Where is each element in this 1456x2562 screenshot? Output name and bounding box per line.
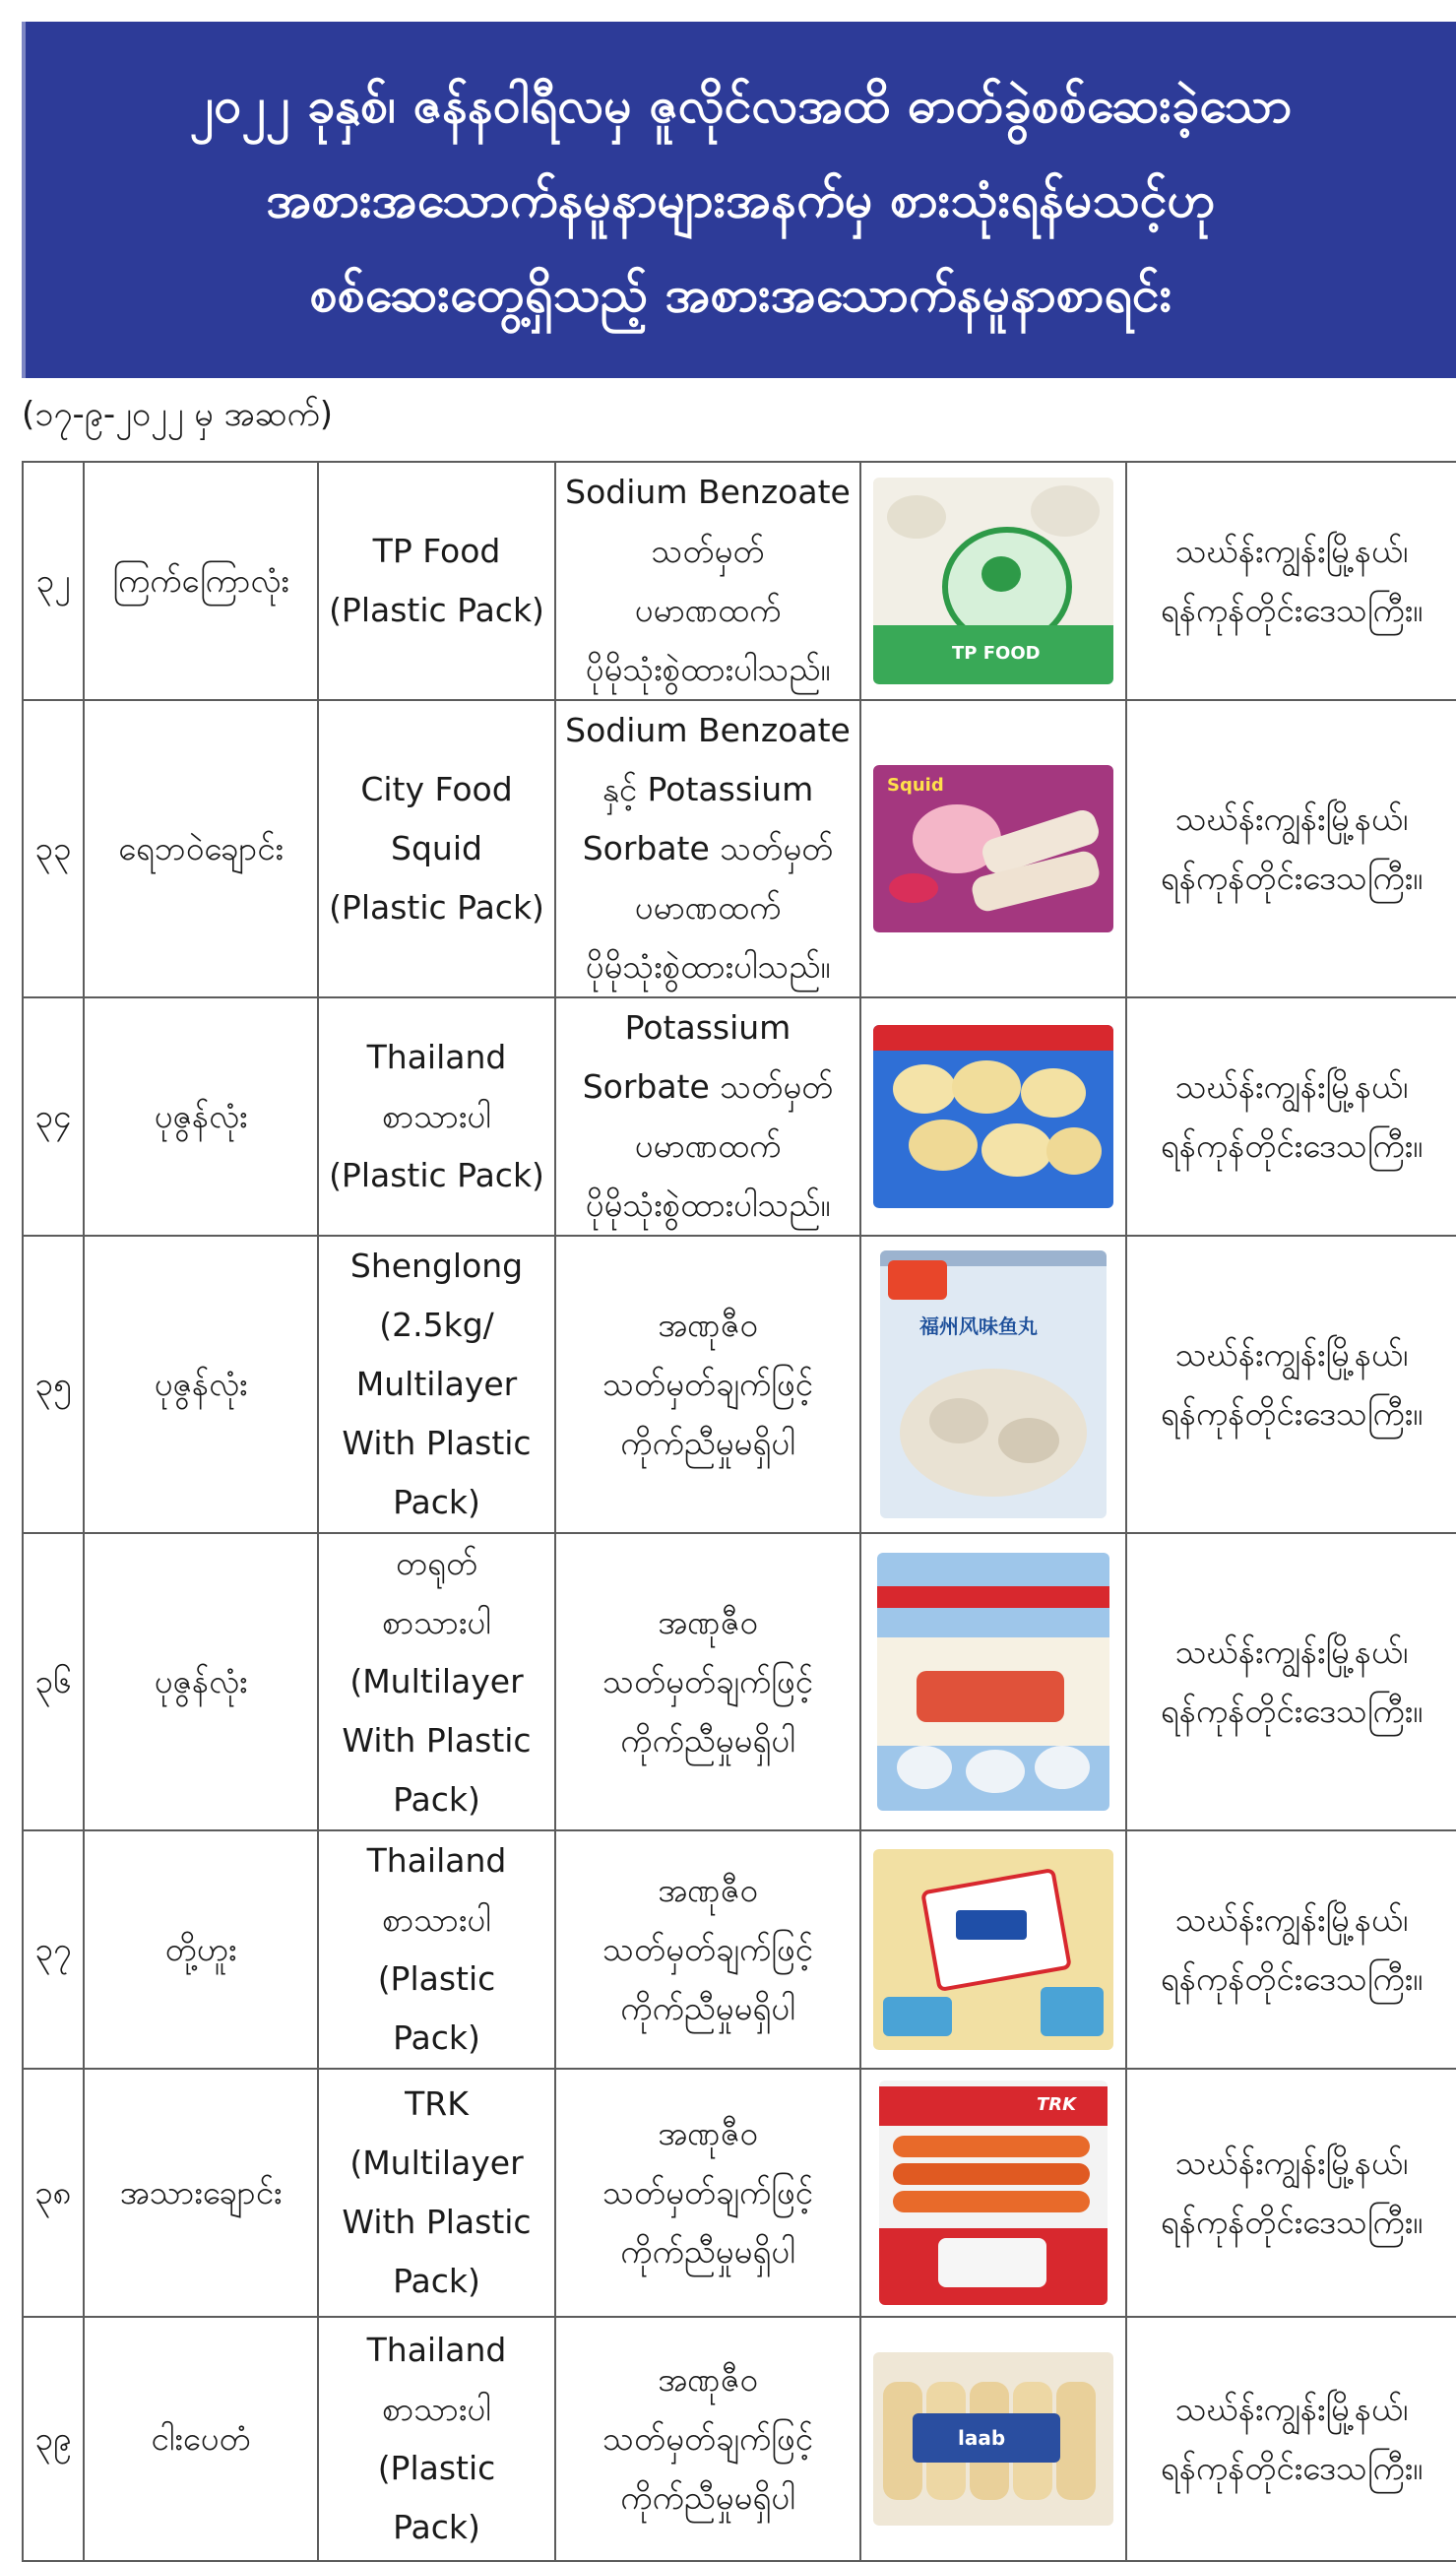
- food-name: ငါးပေတံ: [84, 2317, 318, 2561]
- food-name: ကြက်ကြောလုံး: [84, 462, 318, 700]
- office-cell: [1126, 700, 1456, 997]
- brand-cell: [318, 1533, 555, 1830]
- product-photo-cell: [860, 1533, 1126, 1830]
- office-cell: [1126, 997, 1456, 1236]
- tp-food-label: TP FOOD: [952, 643, 1041, 664]
- food-name: တို့ဟူး: [84, 1830, 318, 2069]
- squid-label: Squid: [887, 775, 944, 796]
- food-name: ပုဇွန်လုံး: [84, 1533, 318, 1830]
- brand-line: Thailand: [366, 1841, 507, 1880]
- result-line: ပမာဏထက်: [634, 591, 782, 629]
- result-line: အဏုဇီဝ: [658, 1306, 758, 1344]
- brand-line: With Plastic: [342, 1424, 532, 1462]
- product-photo-cell: [860, 700, 1126, 997]
- brand-line: Pack): [393, 2508, 480, 2546]
- row-number: ၃၈: [23, 2069, 84, 2317]
- brand-line: TRK: [405, 2084, 469, 2123]
- row-number: ၃၇: [23, 1830, 84, 2069]
- test-result-cell: [555, 462, 860, 700]
- brand-line: Pack): [393, 2262, 480, 2300]
- result-line: ကိုက်ညီမှုမရှိပါ: [620, 1424, 795, 1462]
- office-line: သဃ်န်းကျွန်းမြို့နယ်၊: [1174, 532, 1409, 570]
- brand-line: တရုတ်: [395, 1544, 478, 1582]
- result-line: သတ်မှတ်: [651, 532, 765, 570]
- brand-line: Pack): [393, 1483, 480, 1521]
- header-title-line-1: ၂၀၂၂ ခုနှစ်၊ ဇန်နဝါရီလမှ ဇူလိုင်လအထိ ဓာတ်ခွဲစစ်ဆေးခဲ့သော: [189, 77, 1293, 134]
- product-photo-cell: [860, 2317, 1126, 2561]
- table-row: [23, 2069, 1456, 2317]
- header-banner: [22, 22, 1456, 378]
- table-row: [23, 700, 1456, 997]
- office-line: ရန်ကုန်တိုင်းဒေသကြီး။: [1160, 1126, 1424, 1165]
- result-line: အဏုဇီဝ: [658, 1871, 758, 1909]
- test-result-cell: [555, 1236, 860, 1533]
- table-row: [23, 1830, 1456, 2069]
- result-line: Sodium Benzoate: [565, 711, 851, 749]
- result-line: ကိုက်ညီမှုမရှိပါ: [620, 1989, 795, 2027]
- header-title-line-2: အစားအသောက်နမူနာများအနက်မှ စားသုံးရန်မသင့်ဟု: [266, 171, 1216, 228]
- brand-line: (Plastic Pack): [329, 1156, 544, 1194]
- row-number: ၃၅: [23, 1236, 84, 1533]
- row-number: ၃၉: [23, 2317, 84, 2561]
- product-photo-cell: [860, 1830, 1126, 2069]
- brand-line: (Plastic Pack): [329, 888, 544, 927]
- result-line: သတ်မှတ်ချက်ဖြင့်: [602, 1365, 813, 1403]
- office-line: သဃ်န်းကျွန်းမြို့နယ်၊: [1174, 1335, 1409, 1374]
- result-line: နှင့် Potassium: [601, 770, 814, 808]
- brand-line: (Multilayer: [349, 2144, 524, 2182]
- brand-line: City Food: [360, 770, 513, 808]
- brand-line: Multilayer: [355, 1365, 518, 1403]
- office-line: ရန်ကုန်တိုင်းဒေသကြီး။: [1160, 2449, 1424, 2487]
- brand-line: (Plastic Pack): [329, 591, 544, 629]
- thailand-shrimp-ball-pack-photo: [873, 1025, 1113, 1208]
- row-number: ၃၃: [23, 700, 84, 997]
- office-line: သဃ်န်းကျွန်းမြို့နယ်၊: [1174, 800, 1409, 838]
- result-line: သတ်မှတ်ချက်ဖြင့်: [602, 2419, 813, 2458]
- table-row: [23, 1533, 1456, 1830]
- result-line: Sorbate သတ်မှတ်: [582, 1067, 834, 1106]
- product-photo-cell: [860, 997, 1126, 1236]
- office-line: သဃ်န်းကျွန်းမြို့နယ်၊: [1174, 2390, 1409, 2428]
- result-line: Sodium Benzoate: [565, 473, 851, 511]
- row-number: ၃၂: [23, 462, 84, 700]
- brand-line: စာသားပါ: [382, 1603, 491, 1641]
- brand-line: (2.5kg/: [379, 1306, 494, 1344]
- result-line: ကိုက်ညီမှုမရှိပါ: [620, 2478, 795, 2517]
- table-row: [23, 462, 1456, 700]
- row-number: ၃၄: [23, 997, 84, 1236]
- brand-line: Thailand: [366, 1038, 507, 1076]
- result-line: အဏုဇီဝ: [658, 2360, 758, 2399]
- office-line: ရန်ကုန်တိုင်းဒေသကြီး။: [1160, 1394, 1424, 1433]
- brand-line: With Plastic: [342, 2203, 532, 2241]
- brand-line: Pack): [393, 1780, 480, 1819]
- table-row: [23, 997, 1456, 1236]
- shenglong-label: 福州风味鱼丸: [919, 1314, 1038, 1338]
- table-row: [23, 2317, 1456, 2561]
- thailand-fish-stick-pack-photo: [873, 2352, 1113, 2526]
- product-photo-cell: [860, 2069, 1126, 2317]
- row-number: ၃၆: [23, 1533, 84, 1830]
- result-line: သတ်မှတ်ချက်ဖြင့်: [602, 1930, 813, 1968]
- result-line: Sorbate သတ်မှတ်: [582, 829, 834, 867]
- office-line: ရန်ကုန်တိုင်းဒေသကြီး။: [1160, 1692, 1424, 1730]
- office-line: ရန်ကုန်တိုင်းဒေသကြီး။: [1160, 591, 1424, 629]
- trk-sausage-pack-photo: [879, 2081, 1108, 2305]
- brand-line: စာသားပါ: [382, 1097, 491, 1135]
- office-line: သဃ်န်းကျွန်းမြို့နယ်၊: [1174, 1900, 1409, 1939]
- test-result-cell: [555, 700, 860, 997]
- office-line: သဃ်န်းကျွန်းမြို့နယ်၊: [1174, 1633, 1409, 1671]
- brand-cell: [318, 1830, 555, 2069]
- brand-line: (Plastic: [377, 1959, 496, 1998]
- product-photo-cell: [860, 1236, 1126, 1533]
- result-line: Potassium: [624, 1008, 791, 1047]
- shenglong-shrimp-ball-pack-photo: [880, 1250, 1107, 1518]
- brand-cell: [318, 700, 555, 997]
- brand-line: (Plastic: [377, 2449, 496, 2487]
- office-cell: [1126, 1236, 1456, 1533]
- trk-label: TRK: [1037, 2094, 1077, 2115]
- office-cell: [1126, 462, 1456, 700]
- test-result-cell: [555, 997, 860, 1236]
- brand-cell: [318, 1236, 555, 1533]
- office-line: ရန်ကုန်တိုင်းဒေသကြီး။: [1160, 2203, 1424, 2241]
- result-line: အဏုဇီဝ: [658, 1603, 758, 1641]
- brand-cell: [318, 2317, 555, 2561]
- result-line: ကိုက်ညီမှုမရှိပါ: [620, 2232, 795, 2271]
- result-line: သတ်မှတ်ချက်ဖြင့်: [602, 2173, 813, 2211]
- test-result-cell: [555, 1533, 860, 1830]
- brand-line: Squid: [391, 829, 482, 867]
- food-name: ပုဇွန်လုံး: [84, 997, 318, 1236]
- food-name: ရေဘဝဲချောင်း: [84, 700, 318, 997]
- result-line: ကိုက်ညီမှုမရှိပါ: [620, 1721, 795, 1760]
- food-name: ပုဇွန်လုံး: [84, 1236, 318, 1533]
- thailand-tofu-pack-photo: [873, 1849, 1113, 2050]
- brand-line: With Plastic: [342, 1721, 532, 1760]
- food-sample-table: [22, 461, 1456, 2562]
- header-title-line-3: စစ်ဆေးတွေ့ရှိသည့် အစားအသောက်နမူနာစာရင်း: [309, 266, 1172, 323]
- brand-cell: [318, 462, 555, 700]
- office-line: ရန်ကုန်တိုင်းဒေသကြီး။: [1160, 1959, 1424, 1998]
- office-cell: [1126, 2317, 1456, 2561]
- chinese-shrimp-ball-pack-photo: [877, 1553, 1109, 1811]
- brand-line: စာသားပါ: [382, 2390, 491, 2428]
- brand-line: စာသားပါ: [382, 1900, 491, 1939]
- brand-line: TP Food: [372, 532, 501, 570]
- tp-food-fishball-pack-photo: [873, 478, 1113, 684]
- brand-line: Pack): [393, 2018, 480, 2057]
- office-cell: [1126, 2069, 1456, 2317]
- brand-line: (Multilayer: [349, 1662, 524, 1700]
- result-line: ပိုမိုသုံးစွဲထားပါသည်။: [585, 650, 831, 688]
- result-line: ပိုမိုသုံးစွဲထားပါသည်။: [585, 1185, 831, 1224]
- test-result-cell: [555, 1830, 860, 2069]
- food-name: အသားချောင်း: [84, 2069, 318, 2317]
- office-line: သဃ်န်းကျွန်းမြို့နယ်၊: [1174, 1067, 1409, 1106]
- brand-cell: [318, 2069, 555, 2317]
- brand-line: Shenglong: [349, 1247, 524, 1285]
- office-cell: [1126, 1533, 1456, 1830]
- result-line: ပမာဏထက်: [634, 1126, 782, 1165]
- test-result-cell: [555, 2317, 860, 2561]
- brand-cell: [318, 997, 555, 1236]
- product-photo-cell: [860, 462, 1126, 700]
- continuation-note: (၁၇-၉-၂၀၂၂ မှ အဆက်): [22, 395, 334, 434]
- city-food-squid-pack-photo: [873, 765, 1113, 932]
- result-line: အဏုဇီဝ: [658, 2114, 758, 2152]
- result-line: သတ်မှတ်ချက်ဖြင့်: [602, 1662, 813, 1700]
- brand-line: Thailand: [366, 2331, 507, 2369]
- result-line: ပမာဏထက်: [634, 888, 782, 927]
- test-result-cell: [555, 2069, 860, 2317]
- laab-label: laab: [958, 2426, 1006, 2450]
- result-line: ပိုမိုသုံးစွဲထားပါသည်။: [585, 947, 831, 986]
- office-cell: [1126, 1830, 1456, 2069]
- office-line: ရန်ကုန်တိုင်းဒေသကြီး။: [1160, 859, 1424, 897]
- table-row: [23, 1236, 1456, 1533]
- office-line: သဃ်န်းကျွန်းမြို့နယ်၊: [1174, 2144, 1409, 2182]
